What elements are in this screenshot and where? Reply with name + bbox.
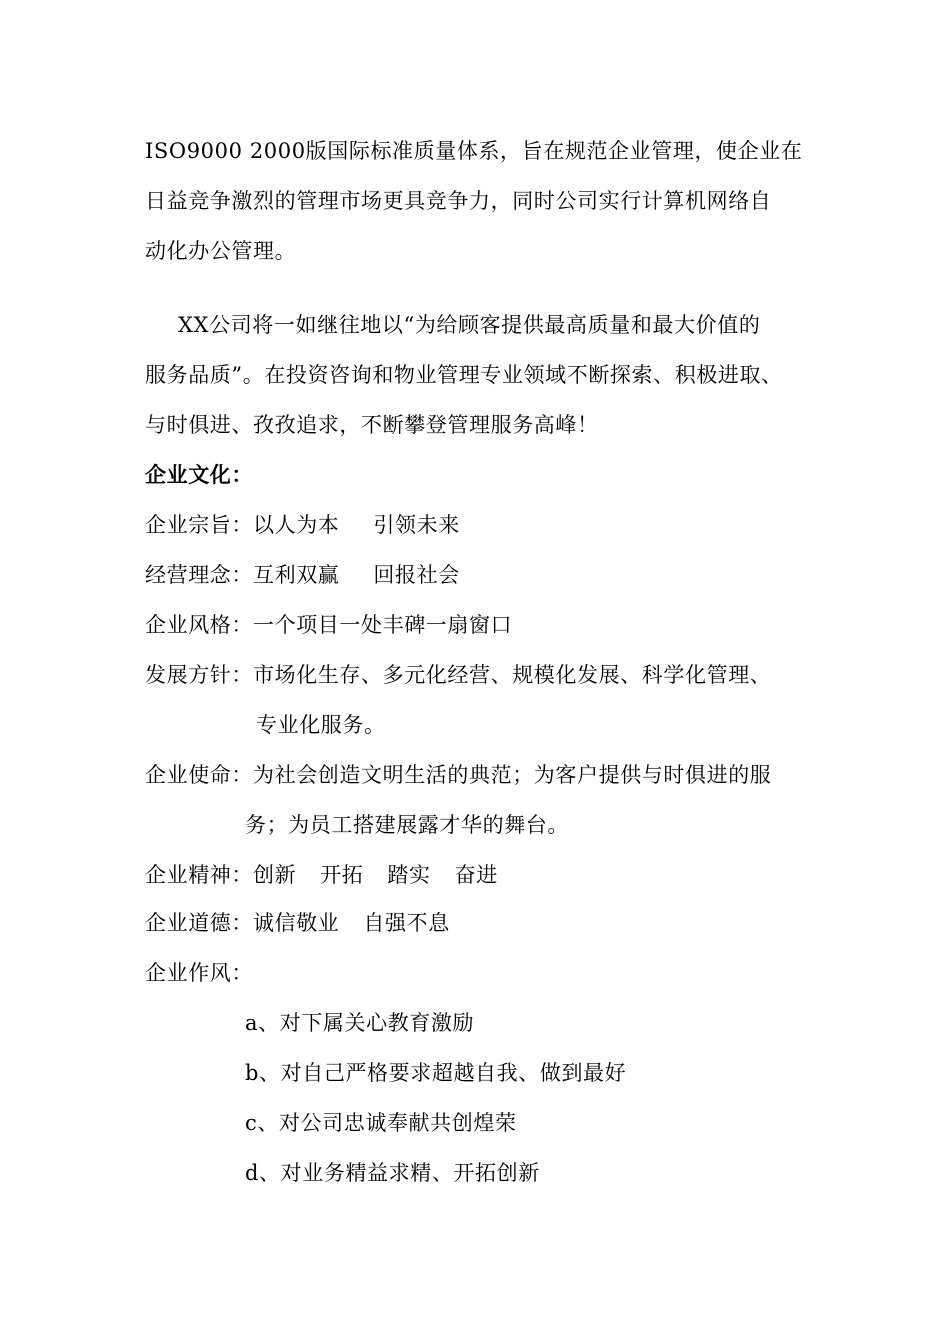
philosophy-label: 经营理念： — [145, 563, 253, 587]
spirit-row — [145, 860, 498, 890]
tenet-value-1: 以人为本 — [253, 513, 340, 537]
spirit-value: 创新 — [253, 863, 297, 887]
spirit-value: 奋进 — [454, 863, 498, 887]
spirit-label: 企业精神： — [145, 863, 253, 887]
mission-line-1: XX公司将一如继往地以“为给顾客提供最高质量和最大价值的 — [178, 313, 761, 337]
ethics-row — [145, 908, 450, 938]
ethics-value-1: 诚信敬业 — [253, 911, 340, 935]
tenet-label: 企业宗旨： — [145, 513, 253, 537]
mission-line-2: 服务品质”。在投资咨询和物业管理专业领域不断探索、积极进取、 — [145, 363, 783, 387]
mission-value-line-1: 为社会创造文明生活的典范；为客户提供与时俱进的服 — [253, 763, 772, 787]
policy-label: 发展方针： — [145, 663, 253, 687]
philosophy-row — [145, 560, 460, 590]
conduct-label: 企业作风： — [145, 961, 253, 985]
ethics-value-2: 自强不息 — [363, 911, 450, 935]
ethics-label: 企业道德： — [145, 911, 253, 935]
list-item: d、对业务精益求精、开拓创新 — [245, 1161, 540, 1185]
list-item: a、对下属关心教育激励 — [245, 1011, 475, 1035]
list-item: c、对公司忠诚奉献共创煌荣 — [245, 1111, 517, 1135]
mission-line-3: 与时俱进、孜孜追求，不断攀登管理服务高峰！ — [145, 413, 599, 437]
style-label: 企业风格： — [145, 613, 253, 637]
culture-heading: 企业文化： — [145, 462, 253, 487]
intro-line-2: 日益竞争激烈的管理市场更具竞争力，同时公司实行计算机网络自 — [145, 189, 772, 213]
style-row — [145, 610, 512, 640]
style-value: 一个项目一处丰碑一扇窗口 — [253, 613, 513, 637]
tenet-row — [145, 510, 460, 540]
philosophy-value-1: 互利双赢 — [253, 563, 340, 587]
spirit-value: 踏实 — [387, 863, 431, 887]
intro-line-3: 动化办公管理。 — [145, 239, 297, 263]
mission-value-line-2: 务；为员工搭建展露才华的舞台。 — [245, 813, 569, 837]
philosophy-value-2: 回报社会 — [373, 563, 460, 587]
spirit-value: 开拓 — [320, 863, 364, 887]
policy-value-line-1: 市场化生存、多元化经营、规模化发展、科学化管理、 — [253, 663, 772, 687]
tenet-value-2: 引领未来 — [373, 513, 460, 537]
intro-line-1: ISO9000 2000版国际标准质量体系，旨在规范企业管理，使企业在 — [145, 139, 803, 163]
mission-row — [145, 760, 771, 790]
policy-value-line-2: 专业化服务。 — [256, 713, 386, 737]
mission-label: 企业使命： — [145, 763, 253, 787]
list-item: b、对自己严格要求超越自我、做到最好 — [245, 1061, 627, 1085]
policy-row — [145, 660, 771, 690]
